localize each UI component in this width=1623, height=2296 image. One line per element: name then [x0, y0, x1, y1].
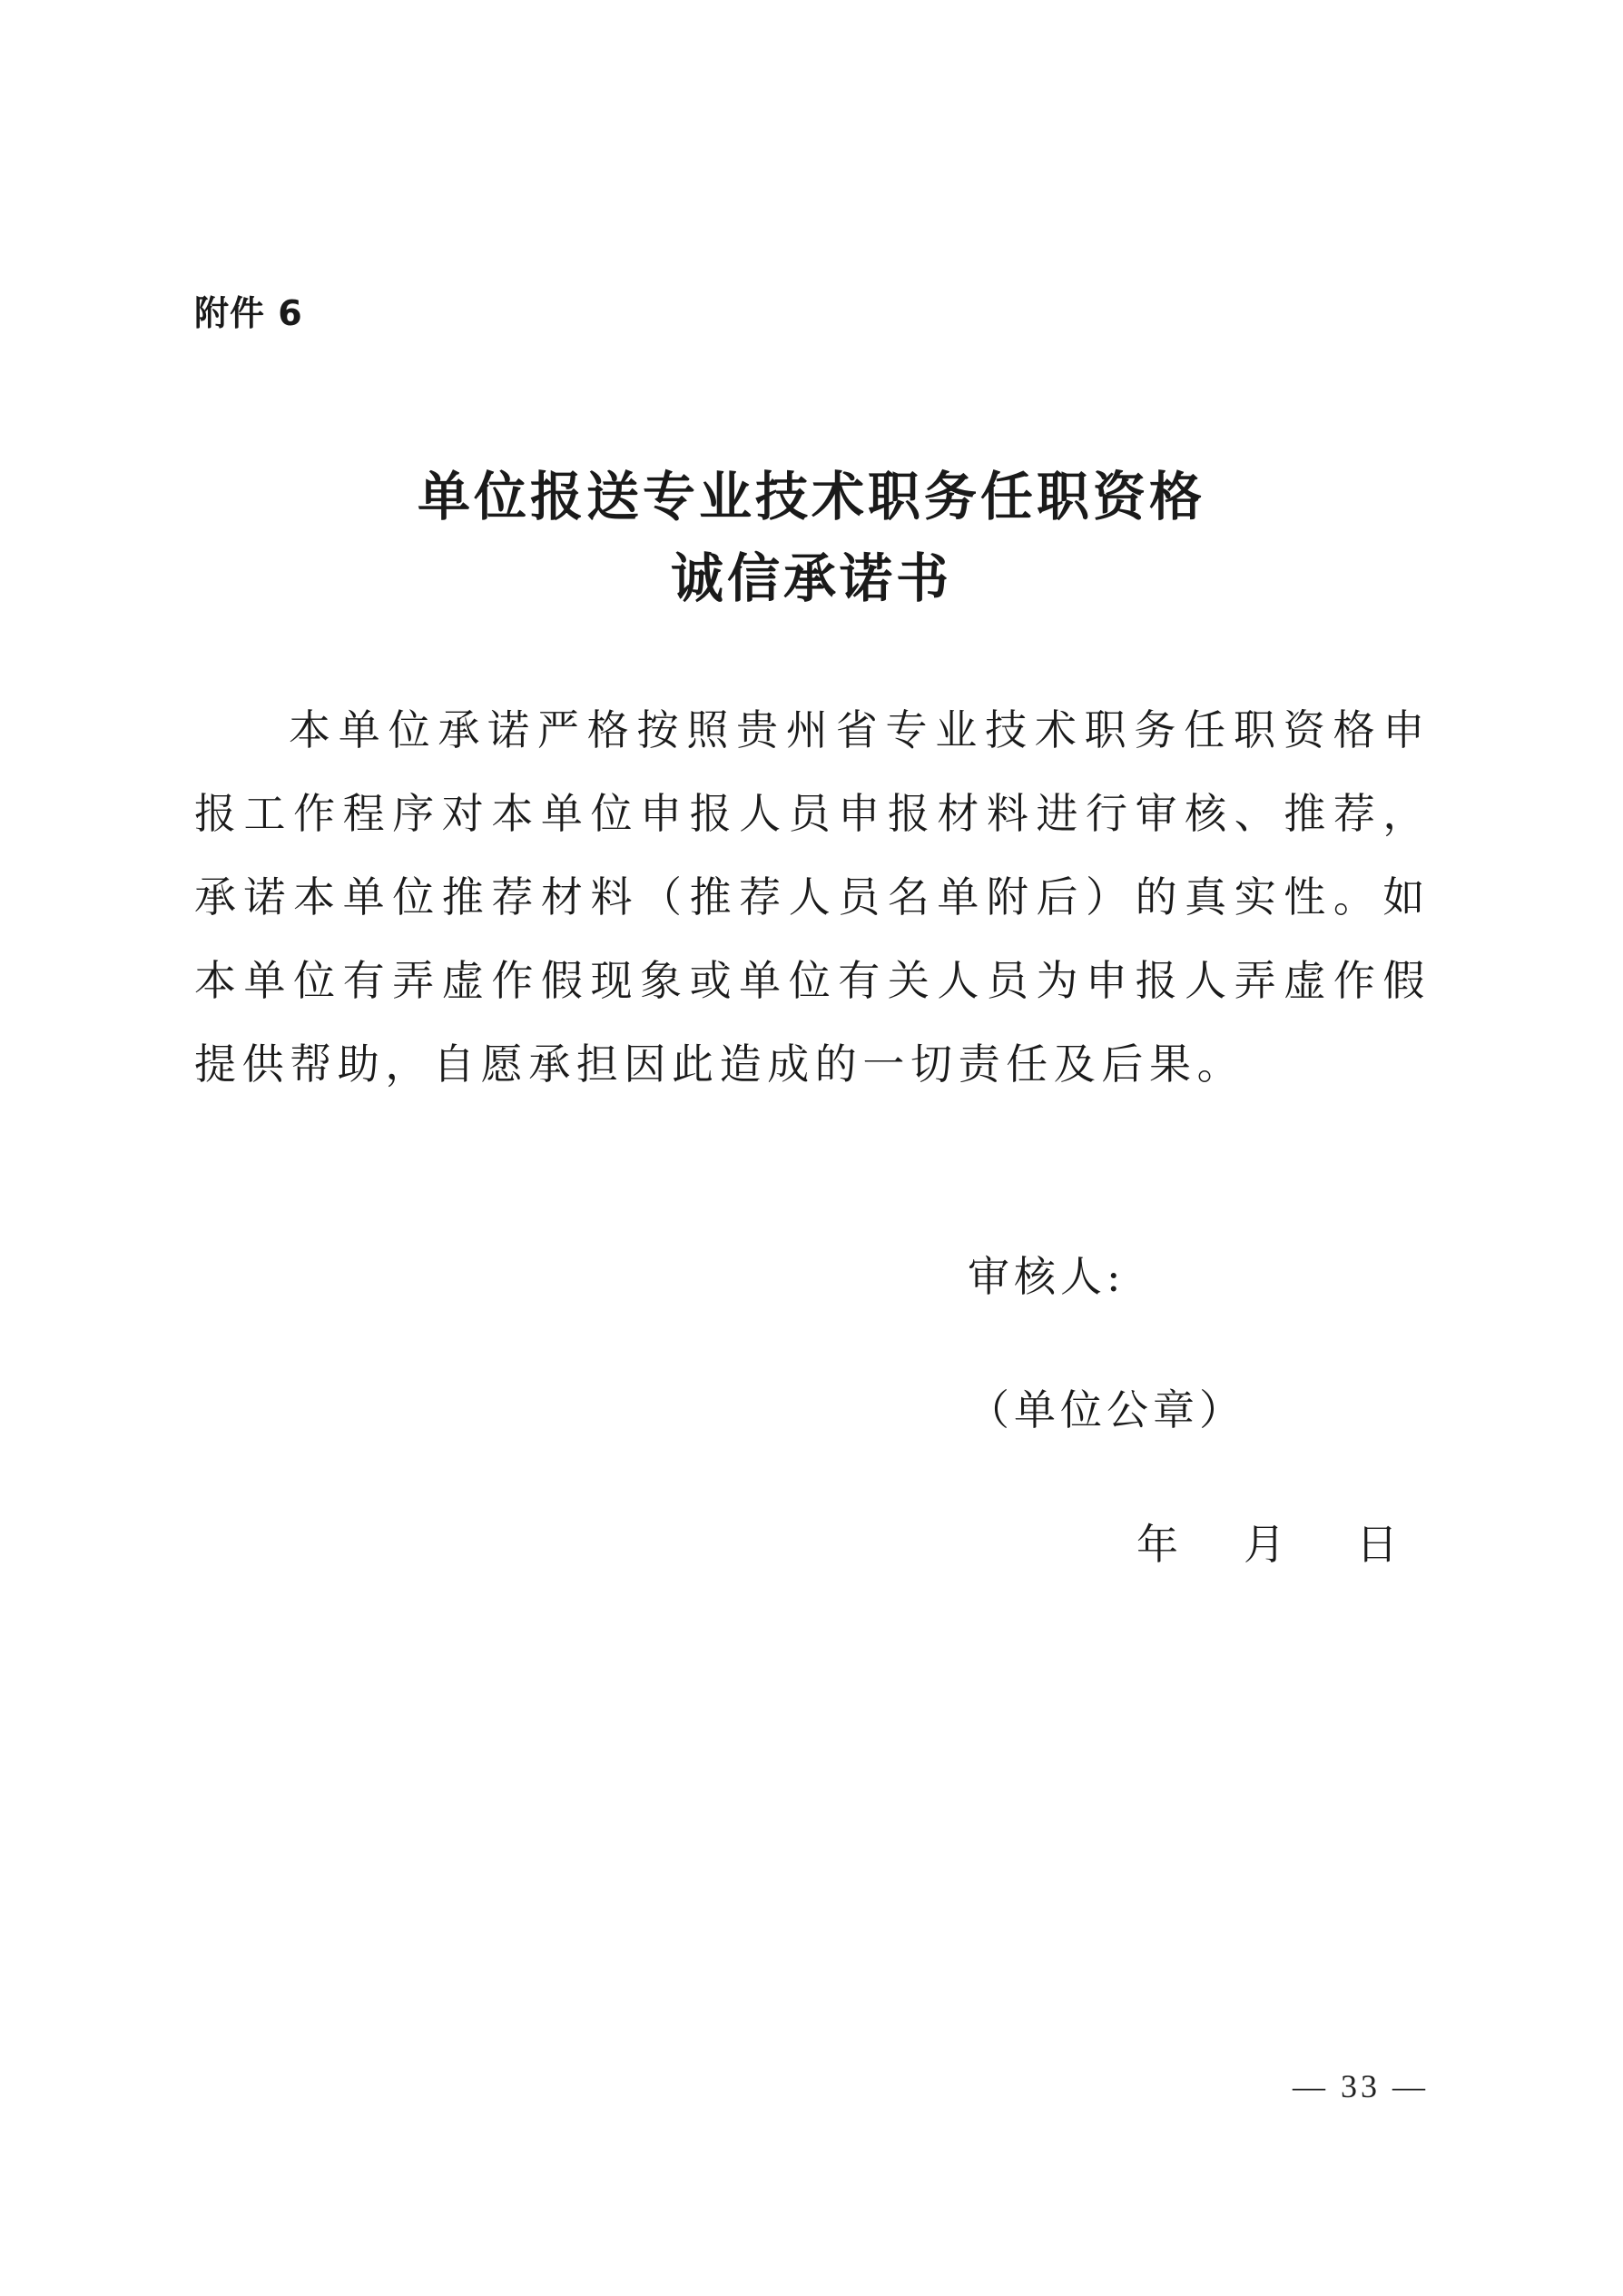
- page-number: — 33 —: [1293, 2068, 1429, 2104]
- unit-seal-label: （单位公章）: [968, 1385, 1245, 1434]
- date-day-label: 日: [1356, 1520, 1398, 1569]
- attachment-label: 附件 6: [194, 293, 303, 333]
- date-month-label: 月: [1244, 1520, 1285, 1569]
- reviewer-label: 审核人:: [968, 1252, 1126, 1301]
- document-title-line-1: 单位报送专业技术职务任职资格: [417, 466, 1205, 527]
- date-year-label: 年: [1136, 1520, 1178, 1569]
- document-title-line-2: 诚信承诺书: [670, 547, 952, 609]
- commitment-paragraph: 本单位承诺严格按照贵州省专业技术职务任职资格申报工作程序对本单位申报人员申报材料进行审核、推荐，承诺本单位推荐材料（推荐人员名单附后）的真实性。如本单位有弄虚作假现象或单位有关人员为申报人弄虚作假提供帮助，自愿承担因此造成的一切责任及后果。: [194, 705, 1431, 1089]
